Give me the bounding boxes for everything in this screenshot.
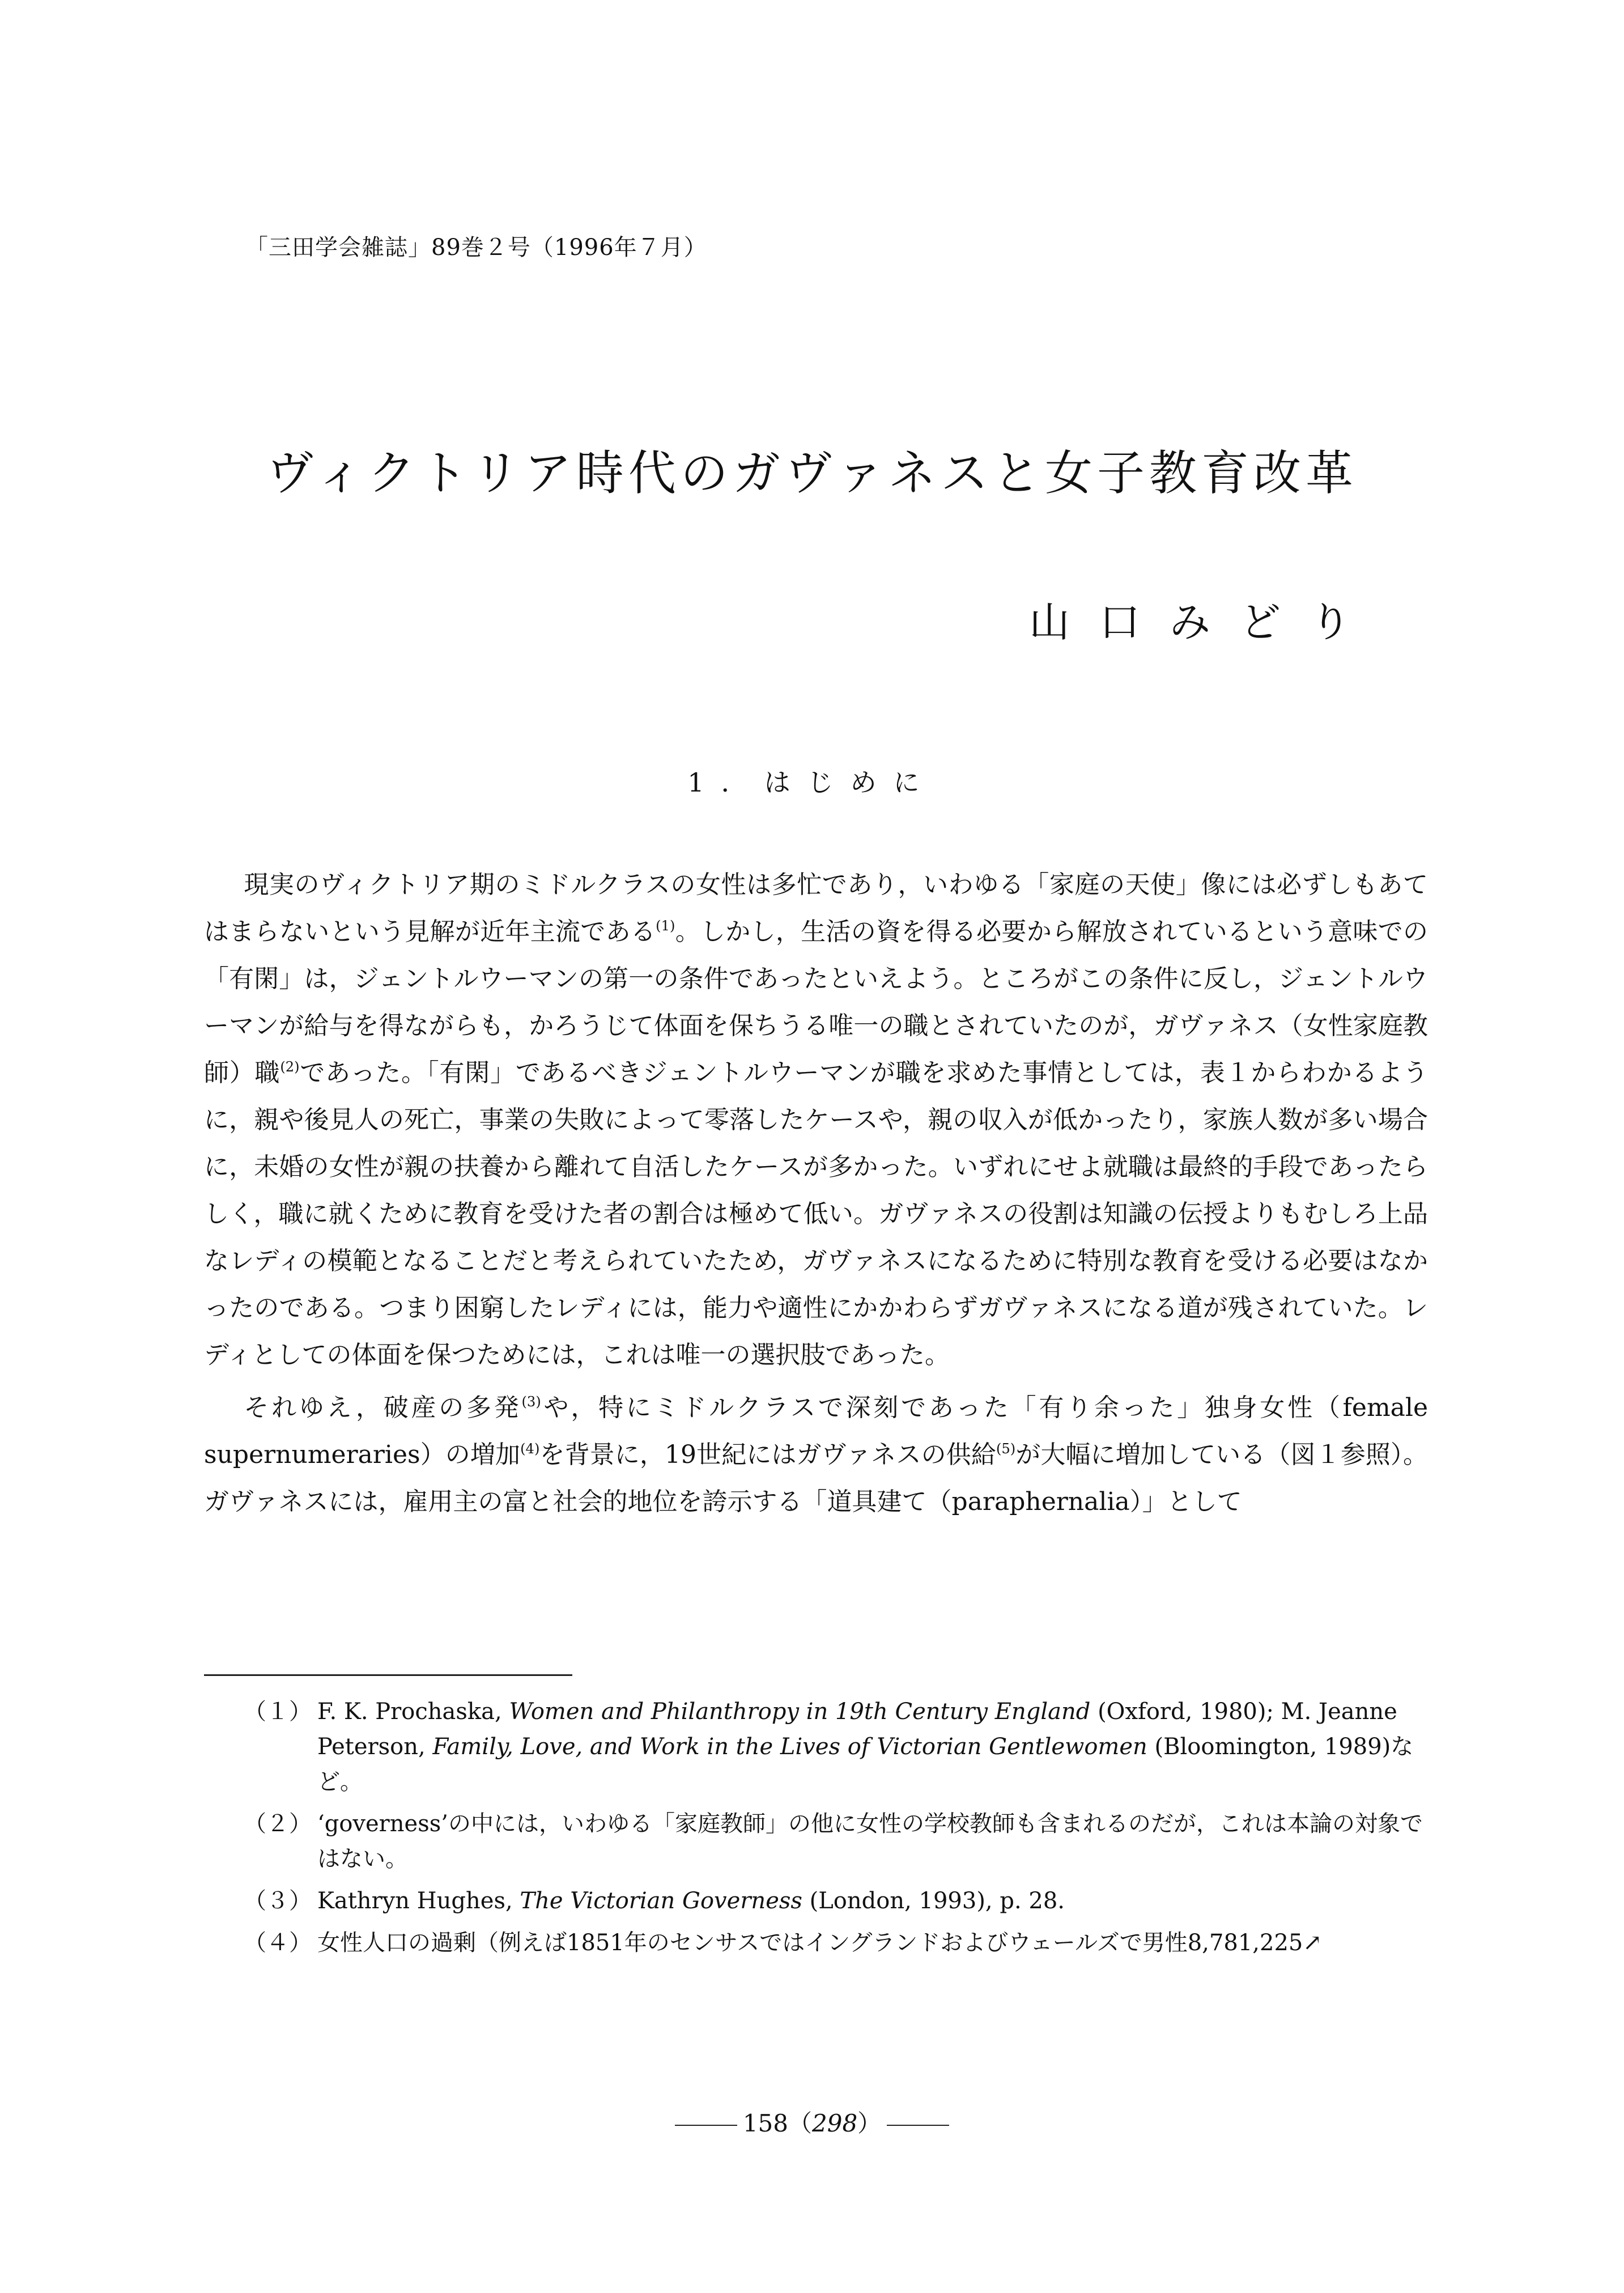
footnote-citation: (Bloomington, 1989)など。 (317, 1734, 1414, 1795)
footnote-4 (204, 1925, 1428, 1960)
paragraph-text: それゆえ，破産の多発 (244, 1393, 522, 1422)
paragraph-text: 現実のヴィクトリア期のミドルクラスの女性は多忙であり，いわゆる「家庭の天使」像には必ずしもあてはまらないという見解が近年主流である (204, 870, 1428, 946)
footnote-1 (204, 1694, 1428, 1799)
footnote-marker: （４） (244, 1930, 312, 1956)
paragraph-2 (204, 1384, 1428, 1525)
footnote-text: ‘governess’の中には，いわゆる「家庭教師」の他に女性の学校教師も含まれるのだが，これは本論の対象ではない。 (317, 1811, 1423, 1872)
footnote-ref: (3) (521, 1394, 541, 1410)
footnote-marker: （３） (244, 1888, 312, 1914)
footnote-citation: (Oxford, 1980); M. Jeanne Peterson, (317, 1699, 1397, 1760)
footnote-3 (204, 1883, 1428, 1918)
footnote-ref: (5) (996, 1441, 1016, 1457)
author-name: 山口みどり (1028, 598, 1380, 646)
footnote-text (317, 1694, 1428, 1799)
footnote-author: Kathryn Hughes, (317, 1888, 520, 1914)
article-title: ヴィクトリア時代のガヴァネスと女子教育改革 (266, 445, 1358, 501)
footnote-book-title: Family, Love, and Work in the Lives of Victorian Gentlewomen (432, 1734, 1147, 1760)
section-heading: 1．はじめに (687, 767, 937, 798)
journal-citation: 「三田学会雑誌」89巻２号（1996年７月） (245, 235, 707, 261)
paragraph-1 (204, 861, 1428, 1379)
footnote-text: 女性人口の過剰（例えば1851年のセンサスではイングランドおよびウェールズで男性8,781,225↗ (317, 1930, 1322, 1956)
paragraph-text: 。しかし，生活の資を得る必要から解放されているという意味での「有閑」は，ジェントルウーマンの第一の条件であったといえよう。ところがこの条件に反し，ジェントルウーマンが給与を得ながらも，かろうじて体面を保ちうる唯一の職とされていたのが，ガヴァネス（女性家庭教師）職 (204, 917, 1429, 1087)
footnote-divider (204, 1674, 572, 1676)
page-number-alt: 298 (812, 2109, 858, 2137)
footnote-citation: (London, 1993), p. 28. (802, 1888, 1065, 1914)
footnote-text (317, 1883, 1428, 1918)
paragraph-text: であった。「有閑」であるべきジェントルウーマンが職を求めた事情としては，表１からわかるように，親や後見人の死亡，事業の失敗によって零落したケースや，親の収入が低かったり，家族人数が多い場合に，未婚の女性が親の扶養から離れて自活したケースが多かった。いずれにせよ就職は最終的手段であったらしく，職に就くために教育を受けた者の割合は極めて低い。ガヴァネスの役割は知識の伝授よりもむしろ上品なレディの模範となることだと考えられていたため，ガヴァネスになるために特別な教育を受ける必要はなかったのである。つまり困窮したレディには，能力や適性にかかわらずガヴァネスになる道が残されていた。レディとしての体面を保つためには，これは唯一の選択肢であった。 (204, 1058, 1429, 1369)
footnote-ref: (4) (520, 1441, 540, 1457)
footnote-marker: （１） (244, 1699, 312, 1725)
footnote-2 (204, 1806, 1428, 1877)
footnote-ref: (2) (280, 1059, 300, 1075)
paragraph-text: や，特にミドルクラスで深刻であった「有り余った」独身女性（female supernumeraries）の増加 (204, 1393, 1429, 1469)
page-number-dash (675, 2125, 737, 2126)
footnote-book-title: Women and Philanthropy in 19th Century England (509, 1699, 1091, 1725)
footnote-book-title: The Victorian Governess (520, 1888, 802, 1914)
paragraph-text: を背景に，19世紀にはガヴァネスの供給 (539, 1440, 996, 1469)
page-number-dash (887, 2125, 949, 2126)
footnote-author: F. K. Prochaska, (317, 1699, 509, 1725)
footnotes (204, 1694, 1428, 1967)
body-text (204, 861, 1428, 1531)
page-number: 158（298） (0, 2105, 1624, 2139)
paragraph-text: が大幅に増加している（図１参照）。ガヴァネスには，雇用主の富と社会的地位を誇示する「道具建て（paraphernalia）」として (204, 1440, 1429, 1516)
footnote-ref: (1) (656, 918, 675, 934)
page-number-value: 158 (742, 2109, 788, 2137)
footnote-marker: （２） (244, 1811, 312, 1837)
